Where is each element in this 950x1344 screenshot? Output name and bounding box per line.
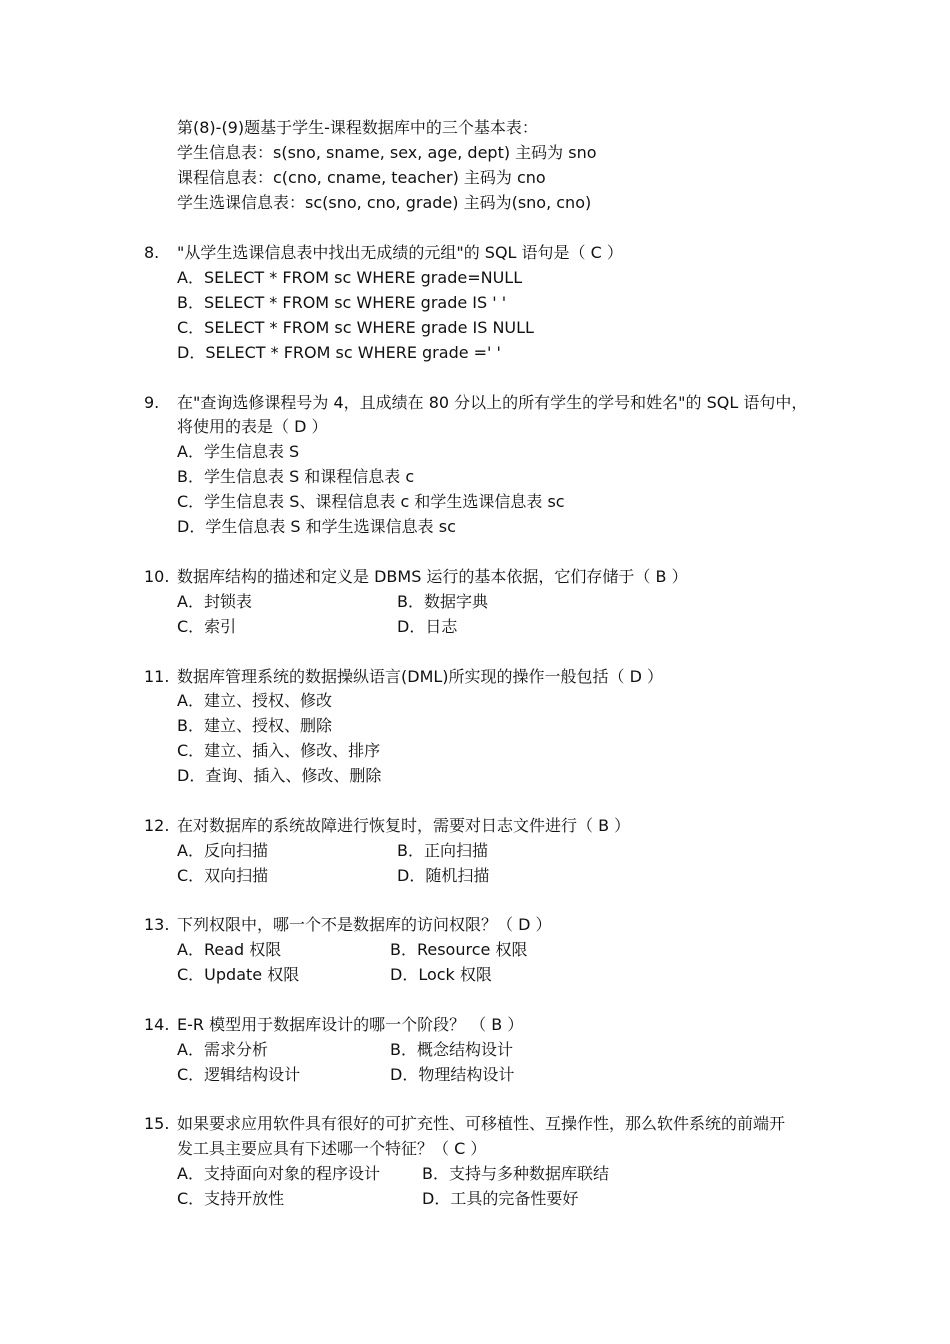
question-15-option-c: C．支持开放性	[177, 1189, 285, 1208]
question-10-option-a: A．封锁表	[177, 592, 252, 611]
question-number-9: 9.	[144, 393, 160, 412]
question-11-option-d: D．查询、插入、修改、删除	[177, 766, 382, 785]
question-number-13: 13.	[144, 915, 170, 934]
question-15-option-a: A．支持面向对象的程序设计	[177, 1164, 380, 1183]
question-12-option-c: C．双向扫描	[177, 866, 269, 885]
question-number-12: 12.	[144, 816, 170, 835]
question-12-option-b: B．正向扫描	[397, 841, 488, 860]
question-8-option-c: C．SELECT * FROM sc WHERE grade IS NULL	[177, 318, 534, 337]
question-14-option-a: A．需求分析	[177, 1040, 268, 1059]
question-13-option-b: B．Resource 权限	[390, 940, 528, 959]
question-8-option-a: A．SELECT * FROM sc WHERE grade=NULL	[177, 268, 523, 287]
question-13-option-d: D．Lock 权限	[390, 965, 492, 984]
question-13-option-a: A．Read 权限	[177, 940, 282, 959]
question-number-10: 10.	[144, 567, 170, 586]
question-12-option-a: A．反向扫描	[177, 841, 268, 860]
question-9-option-b: B．学生信息表 S 和课程信息表 c	[177, 467, 415, 486]
question-12-option-d: D．随机扫描	[397, 866, 490, 885]
question-14-option-b: B．概念结构设计	[390, 1040, 513, 1059]
question-9-option-a: A．学生信息表 S	[177, 442, 300, 461]
intro-heading: 第(8)-(9)题基于学生-课程数据库中的三个基本表：	[177, 118, 538, 137]
question-number-15: 15.	[144, 1114, 170, 1133]
question-8-option-d: D．SELECT * FROM sc WHERE grade =' '	[177, 343, 501, 362]
intro-table-course: 课程信息表：c(cno, cname, teacher) 主码为 cno	[177, 168, 546, 187]
question-text-10: 数据库结构的描述和定义是 DBMS 运行的基本依据，它们存储于（ B ）	[177, 567, 688, 586]
question-14-option-d: D．物理结构设计	[390, 1065, 515, 1084]
question-10-option-d: D．日志	[397, 617, 458, 636]
question-number-8: 8.	[144, 243, 160, 262]
question-number-14: 14.	[144, 1015, 170, 1034]
question-11-option-b: B．建立、授权、删除	[177, 716, 332, 735]
intro-table-student: 学生信息表：s(sno, sname, sex, age, dept) 主码为 sno	[177, 143, 597, 162]
question-text-11: 数据库管理系统的数据操纵语言(DML)所实现的操作一般包括（ D ）	[177, 667, 664, 686]
question-8-option-b: B．SELECT * FROM sc WHERE grade IS ' '	[177, 293, 507, 312]
question-text-9: 在"查询选修课程号为 4，且成绩在 80 分以上的所有学生的学号和姓名"的 SQL 语句中，	[177, 393, 808, 412]
question-10-option-b: B．数据字典	[397, 592, 488, 611]
question-text-13: 下列权限中，哪一个不是数据库的访问权限？（ D ）	[177, 915, 552, 934]
question-15-option-b: B．支持与多种数据库联结	[422, 1164, 609, 1183]
question-9-option-c: C．学生信息表 S、课程信息表 c 和学生选课信息表 sc	[177, 492, 565, 511]
question-15-option-d: D．工具的完备性要好	[422, 1189, 579, 1208]
question-text-15-cont: 发工具主要应具有下述哪一个特征？（ C ）	[177, 1139, 487, 1158]
question-10-option-c: C．索引	[177, 617, 237, 636]
question-11-option-a: A．建立、授权、修改	[177, 691, 332, 710]
question-text-8: "从学生选课信息表中找出无成绩的元组"的 SQL 语句是（ C ）	[177, 243, 623, 262]
question-14-option-c: C．逻辑结构设计	[177, 1065, 301, 1084]
question-text-9-cont: 将使用的表是（ D ）	[177, 417, 328, 436]
question-text-15: 如果要求应用软件具有很好的可扩充性、可移植性、互操作性，那么软件系统的前端开	[177, 1114, 786, 1133]
question-text-14: E-R 模型用于数据库设计的哪一个阶段？ （ B ）	[177, 1015, 524, 1034]
question-9-option-d: D．学生信息表 S 和学生选课信息表 sc	[177, 517, 456, 536]
question-text-12: 在对数据库的系统故障进行恢复时，需要对日志文件进行（ B ）	[177, 816, 631, 835]
question-11-option-c: C．建立、插入、修改、排序	[177, 741, 381, 760]
question-number-11: 11.	[144, 667, 170, 686]
question-13-option-c: C．Update 权限	[177, 965, 300, 984]
intro-table-enrollment: 学生选课信息表：sc(sno, cno, grade) 主码为(sno, cno)	[177, 193, 592, 212]
